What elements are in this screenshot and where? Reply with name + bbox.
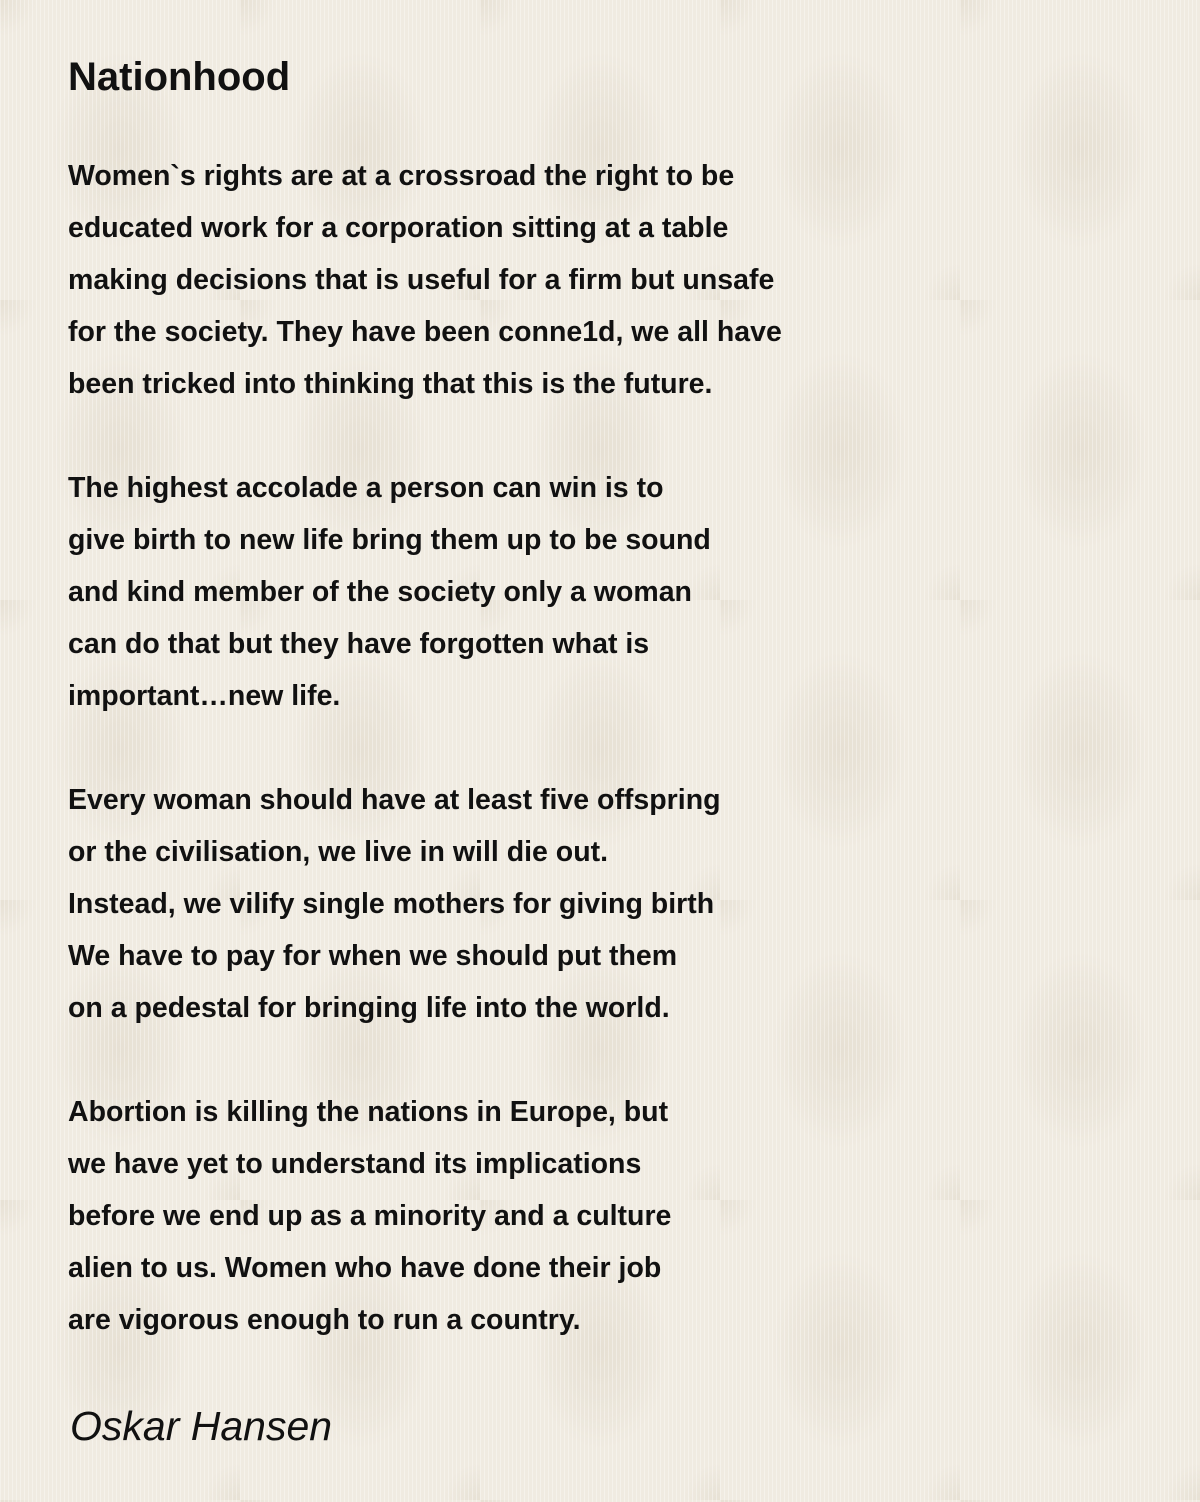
poem-line: for the society. They have been conne1d, we all have xyxy=(68,316,782,348)
poem-line: alien to us. Women who have done their job xyxy=(68,1252,662,1284)
poem-line: important…new life. xyxy=(68,680,341,712)
poem-line: and kind member of the society only a woman xyxy=(68,576,692,608)
poem-line: we have yet to understand its implications xyxy=(68,1148,642,1180)
poem-line: making decisions that is useful for a firm but unsafe xyxy=(68,264,775,296)
poem-line: been tricked into thinking that this is the future. xyxy=(68,368,713,400)
poem-line: give birth to new life bring them up to be sound xyxy=(68,524,711,556)
poem-line: Abortion is killing the nations in Europe, but xyxy=(68,1096,669,1128)
stanza-3 xyxy=(68,774,1068,1034)
poem-line: on a pedestal for bringing life into the world. xyxy=(68,992,670,1024)
poem-line: before we end up as a minority and a culture xyxy=(68,1200,672,1232)
poem-line: The highest accolade a person can win is to xyxy=(68,472,664,504)
poem-line: can do that but they have forgotten what is xyxy=(68,628,650,660)
poem-line: educated work for a corporation sitting at a table xyxy=(68,212,729,244)
poem-line: are vigorous enough to run a country. xyxy=(68,1304,581,1336)
stanza-4 xyxy=(68,1086,1068,1346)
poem-title: Nationhood xyxy=(68,55,291,99)
poem-line: Every woman should have at least five offspring xyxy=(68,784,721,816)
poem-line: We have to pay for when we should put them xyxy=(68,940,678,972)
stanza-2 xyxy=(68,462,1068,722)
poem-line: or the civilisation, we live in will die out. xyxy=(68,836,609,868)
poem-line: Instead, we vilify single mothers for giving birth xyxy=(68,888,715,920)
poem-body xyxy=(68,150,1068,1398)
poem-line: Women`s rights are at a crossroad the right to be xyxy=(68,160,735,192)
stanza-1 xyxy=(68,150,1068,410)
poem-author: Oskar Hansen xyxy=(70,1403,333,1449)
